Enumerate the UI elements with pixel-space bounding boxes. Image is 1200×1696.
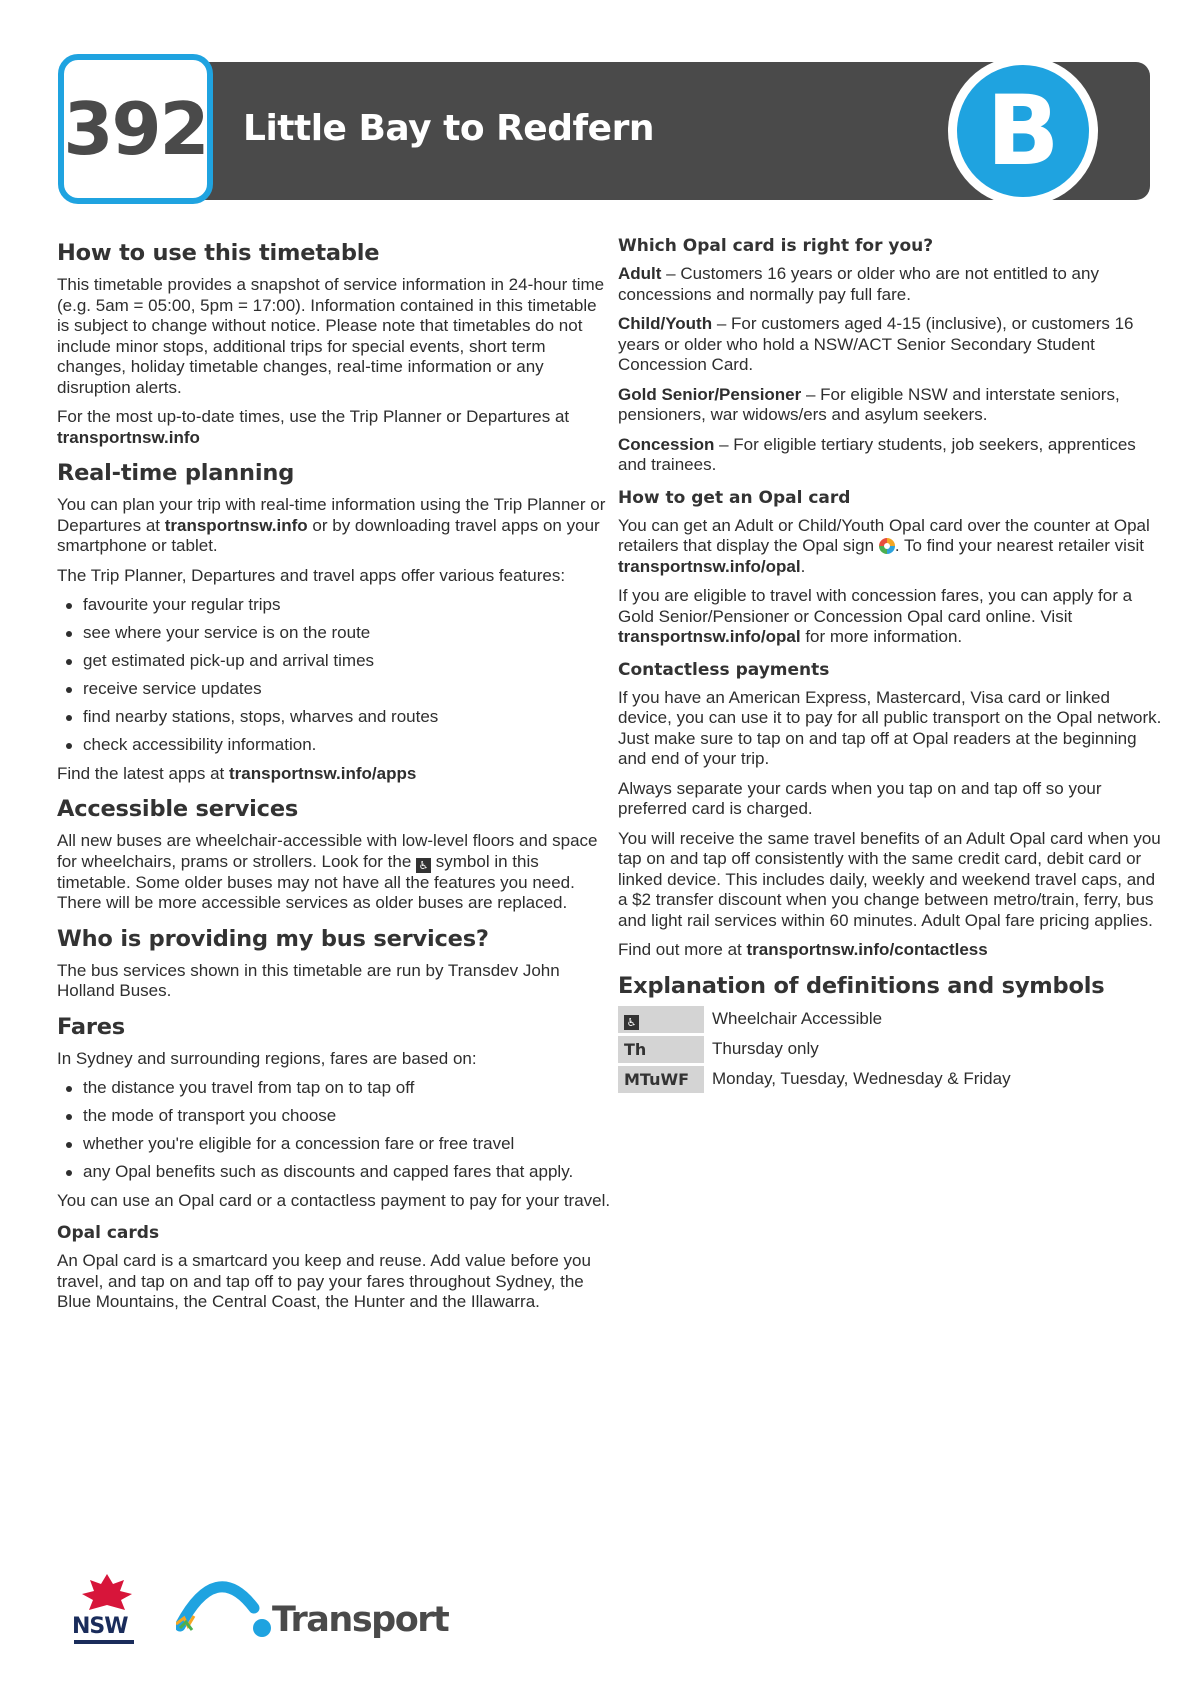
how-to-use-text: This timetable provides a snapshot of service information in 24-hour time (e.g. 5am = 05:00, 5pm = 17:00). Information contained in this timetable is subject to change without notice. Please note that timetables do not include minor stops, additional trips for special events, short term changes, holiday timetable changes, real-time information or any disruption alerts. — [57, 275, 605, 397]
gold-label: Gold Senior/Pensioner — [618, 384, 802, 404]
how-to-get-suffix: . — [800, 556, 806, 576]
definitions-heading: Explanation of definitions and symbols — [618, 972, 1105, 999]
symbol-cell: Th — [618, 1036, 704, 1063]
wheelchair-icon: ♿ — [624, 1015, 639, 1030]
list-item: receive service updates — [57, 679, 612, 700]
concession-apply-prefix: If you are eligible to travel with concession fares, you can apply for a Gold Senior/Pensioner or Concession Opal card online. Visit — [618, 586, 1133, 626]
symbol-desc: Thursday only — [712, 1039, 819, 1058]
fares-list — [57, 1078, 612, 1183]
bus-mode-letter: B — [957, 65, 1089, 197]
provider-heading: Who is providing my bus services? — [57, 925, 489, 952]
child-desc: – For customers aged 4-15 (inclusive), or customers 16 years or older who hold a NSW/ACT Senior Secondary Student Concession Card. — [618, 314, 1134, 374]
opal-sign-icon — [879, 538, 895, 554]
definitions-section — [618, 973, 1163, 1096]
opal-cards-heading: Opal cards — [57, 1223, 160, 1243]
realtime-prefix: You can plan your trip with real-time information using the Trip Planner or Departures at — [57, 495, 606, 535]
table-row — [618, 1036, 1011, 1063]
how-to-get-prefix: You can get an Adult or Child/Youth Opal card over the counter at Opal retailers that display the Opal sign — [618, 515, 1150, 555]
contactless-text-2: Always separate your cards when you tap on and tap off so your preferred card is charged. — [618, 778, 1102, 818]
features-list — [57, 595, 612, 756]
which-card-section — [618, 236, 1163, 476]
concession-desc: – For eligible tertiary students, job seekers, apprentices and trainees. — [618, 434, 1136, 474]
adult-desc: – Customers 16 years or older who are not entitled to any concessions and normally pay full fare. — [618, 264, 1099, 304]
gold-desc: – For eligible NSW and interstate seniors, pensioners, war widows/ers and asylum seekers. — [618, 384, 1120, 424]
list-item: any Opal benefits such as discounts and capped fares that apply. — [57, 1162, 612, 1183]
opal-cards-section — [57, 1223, 612, 1313]
accessible-section — [57, 796, 612, 914]
opal-link[interactable]: transportnsw.info/opal — [618, 627, 801, 646]
how-to-use-section — [57, 240, 612, 448]
accessible-heading: Accessible services — [57, 796, 299, 822]
accessible-suffix: symbol in this timetable. Some older buses may not have all the features you need. There will be more accessible services as older buses are replaced. — [57, 851, 575, 912]
bus-mode-icon — [948, 56, 1098, 206]
route-number: 392 — [58, 54, 213, 204]
contactless-heading: Contactless payments — [618, 659, 830, 680]
wheelchair-icon: ♿ — [416, 858, 431, 873]
right-column — [618, 236, 1163, 1108]
contactless-prefix: Find out more at — [618, 940, 747, 959]
definitions-table — [618, 1003, 1011, 1096]
list-item: check accessibility information. — [57, 735, 612, 756]
symbol-desc: Wheelchair Accessible — [712, 1009, 883, 1028]
transportnsw-link[interactable]: transportnsw.info — [57, 427, 200, 447]
how-to-use-heading: How to use this timetable — [57, 240, 380, 266]
opal-link[interactable]: transportnsw.info/opal — [618, 556, 801, 576]
left-column — [57, 240, 612, 1325]
contactless-text-4 — [618, 940, 1163, 961]
how-to-get-mid: . To find your nearest retailer visit — [894, 536, 1144, 555]
symbol-desc: Monday, Tuesday, Wednesday & Friday — [712, 1069, 1011, 1088]
list-item: whether you're eligible for a concession fare or free travel — [57, 1134, 612, 1155]
gold-text — [618, 385, 1163, 426]
list-item: get estimated pick-up and arrival times — [57, 651, 612, 672]
apps-link[interactable]: transportnsw.info/apps — [229, 763, 417, 783]
transportnsw-link[interactable]: transportnsw.info — [164, 515, 308, 535]
provider-section — [57, 926, 612, 1002]
table-row — [618, 1066, 1011, 1093]
concession-apply-text — [618, 586, 1163, 648]
adult-text — [618, 264, 1163, 305]
up-to-date-prefix: For the most up-to-date times, use the Trip Planner or Departures at — [57, 407, 570, 426]
realtime-text — [57, 495, 612, 557]
list-item: favourite your regular trips — [57, 595, 612, 616]
accessible-text — [57, 831, 612, 914]
up-to-date-text — [57, 407, 612, 448]
provider-text: The bus services shown in this timetable are run by Transdev John Holland Buses. — [57, 960, 560, 1000]
concession-apply-suffix: for more information. — [800, 627, 963, 646]
realtime-suffix: or by downloading travel apps on your smartphone or tablet. — [57, 515, 600, 555]
how-to-get-heading: How to get an Opal card — [618, 487, 851, 508]
concession-text — [618, 435, 1163, 476]
how-to-get-text — [618, 516, 1163, 578]
apps-text — [57, 764, 612, 785]
child-label: Child/Youth — [618, 314, 713, 333]
symbol-cell: MTuWF — [618, 1066, 704, 1093]
fares-intro: In Sydney and surrounding regions, fares are based on: — [57, 1048, 477, 1068]
nsw-logo-text: NSW — [72, 1614, 128, 1639]
realtime-heading: Real-time planning — [57, 460, 295, 486]
child-text — [618, 314, 1163, 376]
table-row — [618, 1006, 1011, 1033]
transport-logo-icon — [176, 1578, 276, 1642]
how-to-get-section — [618, 488, 1163, 648]
fares-payment-text: You can use an Opal card or a contactless payment to pay for your travel. — [57, 1190, 611, 1210]
fares-heading: Fares — [57, 1013, 125, 1040]
nsw-waratah-icon — [80, 1572, 134, 1612]
features-intro: The Trip Planner, Departures and travel apps offer various features: — [57, 565, 566, 585]
list-item: find nearby stations, stops, wharves and routes — [57, 707, 612, 728]
list-item: the distance you travel from tap on to tap off — [57, 1078, 612, 1099]
accessible-prefix: All new buses are wheelchair-accessible with low-level floors and space for wheelchairs, prams or strollers. Look for the — [57, 831, 598, 871]
symbol-cell — [618, 1006, 704, 1033]
opal-cards-text: An Opal card is a smartcard you keep and reuse. Add value before you travel, and tap on and tap off to pay your fares throughout Sydney, the Blue Mountains, the Central Coast, the Hunter and the Illawarra. — [57, 1251, 591, 1311]
footer-logos — [72, 1572, 472, 1662]
nsw-government-bar — [74, 1640, 134, 1644]
contactless-text-1: If you have an American Express, Mastercard, Visa card or linked device, you can use it to pay for all public transport on the Opal network. Just make sure to tap on and tap off at Opal readers at the beginning and end of your trip. — [618, 687, 1162, 768]
apps-prefix: Find the latest apps at — [57, 763, 229, 783]
contactless-section — [618, 660, 1163, 961]
list-item: see where your service is on the route — [57, 623, 612, 644]
adult-label: Adult — [618, 264, 662, 283]
transport-logo-text: Transport — [272, 1600, 449, 1640]
route-title: Little Bay to Redfern — [243, 108, 654, 149]
contactless-link[interactable]: transportnsw.info/contactless — [746, 940, 988, 959]
contactless-text-3: You will receive the same travel benefits of an Adult Opal card when you tap on and tap off consistently with the same credit card, debit card or linked device. This includes daily, weekly and weekend travel caps, and a $2 transfer discount when you change between metro/train, ferry, bus and light rail services within 60 minutes. Adult Opal fare pricing applies. — [618, 828, 1161, 930]
which-card-heading: Which Opal card is right for you? — [618, 236, 934, 256]
concession-label: Concession — [618, 434, 715, 454]
list-item: the mode of transport you choose — [57, 1106, 612, 1127]
fares-section — [57, 1014, 612, 1212]
realtime-section — [57, 460, 612, 784]
